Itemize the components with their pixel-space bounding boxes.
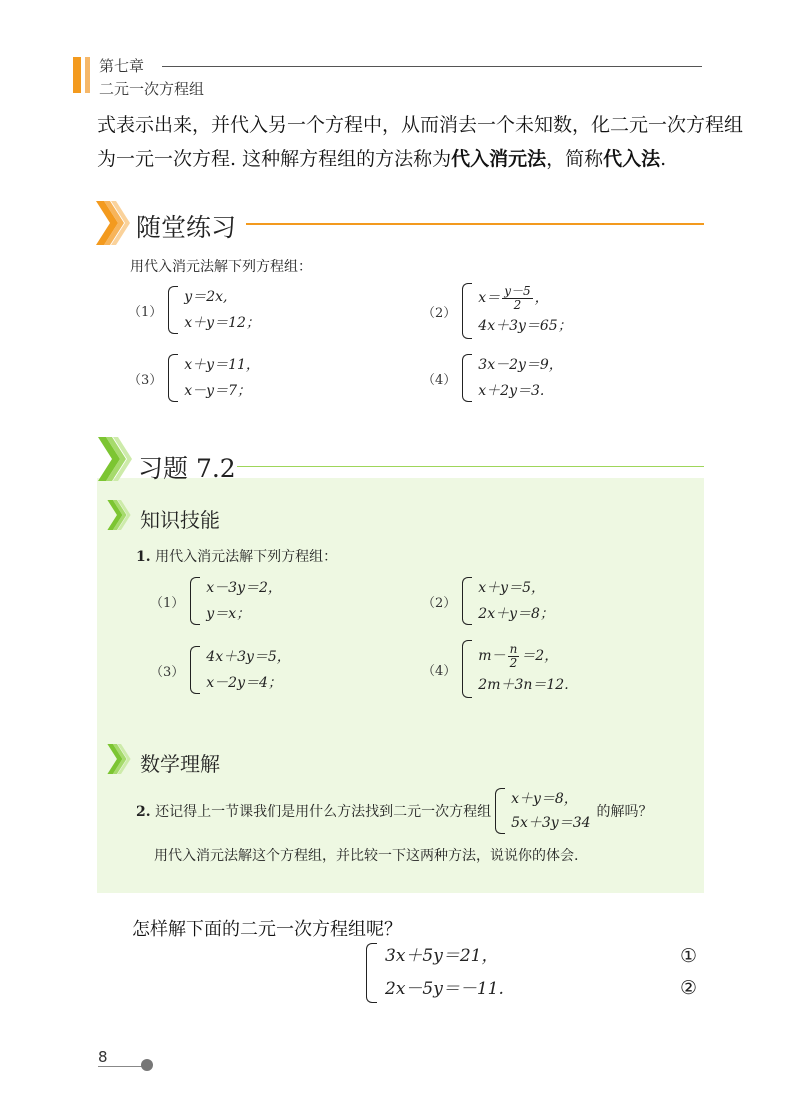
practice-title: 随堂练习 <box>136 213 237 242</box>
header-accent-bar-light <box>85 57 90 93</box>
header-rule <box>162 66 702 67</box>
chapter-label: 第七章 <box>99 57 145 75</box>
chevron-green-icon <box>96 437 134 481</box>
page-dot <box>141 1059 153 1071</box>
question-2: 2. 还记得上一节课我们是用什么方法找到二元一次方程组 x＋y＝8， 5x＋3y＝34 的解吗？ <box>136 787 653 835</box>
practice-system-1: （1） y＝2x, x＋y＝12； <box>128 284 260 336</box>
question-2-line-2: 用代入消元法解这个方程组，并比较一下这两种方法，说说你的体会. <box>154 848 579 864</box>
question-1: 1. 用代入消元法解下列方程组： <box>136 549 338 565</box>
chevron-small-green-icon <box>104 500 134 530</box>
practice-system-3: （3） x＋y＝11， x－y＝7； <box>128 352 260 404</box>
equation-mark-1: ① <box>680 945 698 967</box>
page-rule <box>98 1066 146 1067</box>
chevron-small-green-icon <box>104 744 134 774</box>
closing-system: 3x＋5y＝21， 2x－5y＝－11. <box>366 940 504 1006</box>
exercise-rule <box>237 466 704 467</box>
exercise-title: 习题 7.2 <box>138 454 236 483</box>
skills-system-1: （1） x－3y＝2， y＝x； <box>150 575 282 627</box>
chapter-subtitle: 二元一次方程组 <box>99 80 205 98</box>
term-substitution: 代入法 <box>603 148 661 170</box>
equation-mark-2: ② <box>680 977 698 999</box>
skills-system-4: （4） m－ $\frac{n}{2}$ ＝2， 2m＋3n＝12. <box>422 640 569 698</box>
skills-system-2: （2） x＋y＝5， 2x＋y＝8； <box>422 575 554 627</box>
chevron-orange-icon <box>96 201 130 245</box>
intro-line-2: 为一元一次方程. 这种解方程组的方法称为代入消元法，简称代入法. <box>97 148 667 170</box>
practice-system-2: （2） x＝ $\frac{y-5}{2}$ ， 4x＋3y＝65； <box>422 283 572 339</box>
understanding-title: 数学理解 <box>140 752 220 776</box>
practice-system-4: （4） 3x－2y＝9， x＋2y＝3. <box>422 352 563 404</box>
skills-title: 知识技能 <box>140 508 220 532</box>
skills-system-3: （3） 4x＋3y＝5， x－2y＝4； <box>150 644 291 696</box>
closing-question: 怎样解下面的二元一次方程组呢？ <box>132 919 402 940</box>
practice-rule <box>246 223 704 225</box>
header-accent-bar <box>73 57 81 93</box>
term-substitution-elimination: 代入消元法 <box>451 148 547 170</box>
intro-line-1: 式表示出来，并代入另一个方程中，从而消去一个未知数，化二元一次方程组 <box>97 114 744 136</box>
page-number: 8 <box>98 1048 108 1066</box>
practice-instruction: 用代入消元法解下列方程组： <box>130 259 312 275</box>
